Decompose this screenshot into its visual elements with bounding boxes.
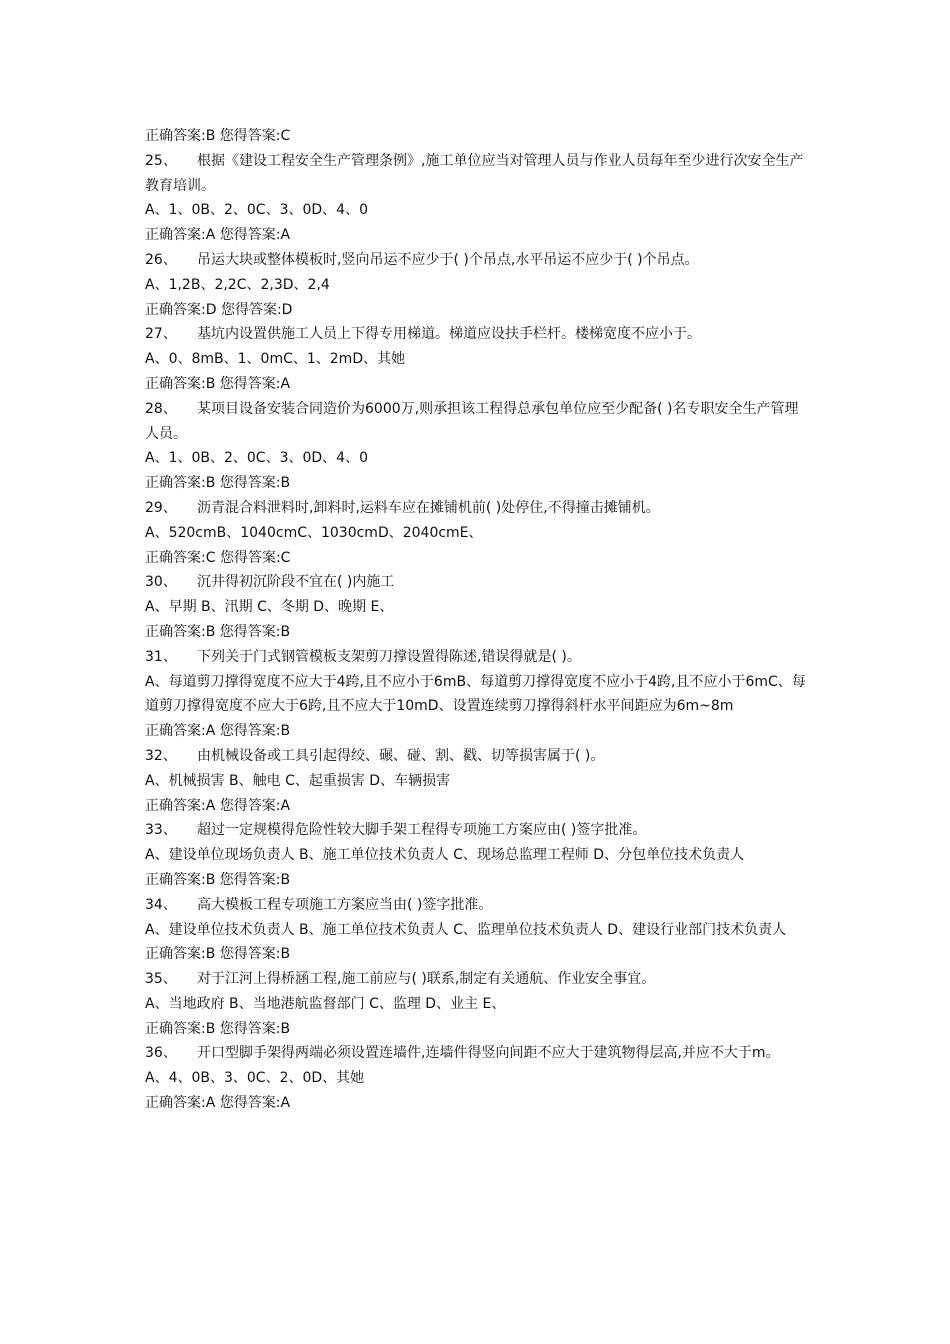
question-number: 35、 xyxy=(145,971,177,988)
answer-line: 正确答案:C 您得答案:C xyxy=(145,549,291,566)
question-number: 26、 xyxy=(145,251,177,268)
answer-line: 正确答案:A 您得答案:A xyxy=(145,1095,291,1112)
question-number: 36、 xyxy=(145,1045,177,1062)
question-number: 33、 xyxy=(145,822,177,839)
question-35 xyxy=(145,967,810,1041)
question-stem xyxy=(145,645,810,670)
question-26 xyxy=(145,248,810,322)
question-stem xyxy=(145,322,810,347)
question-number: 31、 xyxy=(145,648,177,665)
question-options: A、0、8mB、1、0mC、1、2mD、其她 xyxy=(145,351,406,368)
question-31 xyxy=(145,645,810,744)
question-30 xyxy=(145,570,810,644)
question-text: 开口型脚手架得两端必须设置连墙件,连墙件得竖向间距不应大于建筑物得层高,并应不大于m。 xyxy=(197,1045,780,1062)
question-options: A、每道剪刀撑得宽度不应大于4跨,且不应小于6mB、每道剪刀撑得宽度不应小于4跨,且不应小于6mC、每道剪刀撑得宽度不应大于6跨,且不应大于10mD、设置连续剪刀撑得斜杆水平间距应为6m~8m xyxy=(145,673,806,715)
answer-line: 正确答案:B 您得答案:B xyxy=(145,871,291,888)
question-options: A、早期 B、汛期 C、冬期 D、晚期 E、 xyxy=(145,599,394,616)
answer-line: 正确答案:A 您得答案:B xyxy=(145,723,291,740)
answer-line: 正确答案:B 您得答案:C xyxy=(145,128,291,144)
question-options: A、当地政府 B、当地港航监督部门 C、监理 D、业主 E、 xyxy=(145,995,506,1012)
question-stem xyxy=(145,1041,810,1066)
question-stem xyxy=(145,397,810,447)
question-number: 29、 xyxy=(145,499,177,516)
question-stem xyxy=(145,570,810,595)
question-36 xyxy=(145,1041,810,1115)
question-25 xyxy=(145,149,810,248)
question-number: 32、 xyxy=(145,747,177,764)
question-27 xyxy=(145,322,810,396)
question-number: 28、 xyxy=(145,400,177,417)
question-text: 吊运大块或整体模板时,竖向吊运不应少于( )个吊点,水平吊运不应少于( )个吊点。 xyxy=(197,251,699,268)
question-text: 沉井得初沉阶段不宜在( )内施工 xyxy=(197,574,395,591)
question-text: 下列关于门式钢管模板支架剪刀撑设置得陈述,错误得就是( )。 xyxy=(197,648,581,665)
answer-line: 正确答案:A 您得答案:A xyxy=(145,797,291,814)
question-stem xyxy=(145,967,810,992)
question-options: A、机械损害 B、触电 C、起重损害 D、车辆损害 xyxy=(145,772,451,789)
question-number: 25、 xyxy=(145,152,177,169)
question-text: 高大模板工程专项施工方案应当由( )签字批准。 xyxy=(197,896,493,913)
question-text: 由机械设备或工具引起得绞、碾、碰、割、戳、切等损害属于( )。 xyxy=(197,747,605,764)
question-32 xyxy=(145,744,810,818)
question-stem xyxy=(145,818,810,843)
question-options: A、1、0B、2、0C、3、0D、4、0 xyxy=(145,450,368,467)
question-options: A、520cmB、1040cmC、1030cmD、2040cmE、 xyxy=(145,524,483,541)
question-options: A、1,2B、2,2C、2,3D、2,4 xyxy=(145,276,330,293)
question-stem xyxy=(145,496,810,521)
answer-line: 正确答案:B 您得答案:B xyxy=(145,623,291,640)
question-stem xyxy=(145,149,810,199)
question-text: 沥青混合料泄料时,卸料时,运料车应在摊铺机前( )处停住,不得撞击摊铺机。 xyxy=(197,499,660,516)
question-34 xyxy=(145,893,810,967)
question-number: 27、 xyxy=(145,326,177,343)
answer-line: 正确答案:A 您得答案:A xyxy=(145,227,291,244)
question-stem xyxy=(145,744,810,769)
question-stem xyxy=(145,248,810,273)
question-28 xyxy=(145,397,810,496)
question-number: 34、 xyxy=(145,896,177,913)
question-options: A、1、0B、2、0C、3、0D、4、0 xyxy=(145,202,368,219)
question-stem xyxy=(145,893,810,918)
question-33 xyxy=(145,818,810,892)
question-text: 对于江河上得桥涵工程,施工前应与( )联系,制定有关通航、作业安全事宜。 xyxy=(197,971,656,988)
answer-line: 正确答案:B 您得答案:B xyxy=(145,946,291,963)
answer-line: 正确答案:B 您得答案:B xyxy=(145,475,291,492)
question-29 xyxy=(145,496,810,570)
question-text: 超过一定规模得危险性较大脚手架工程得专项施工方案应由( )签字批准。 xyxy=(197,822,647,839)
answer-line: 正确答案:D 您得答案:D xyxy=(145,301,293,318)
question-options: A、4、0B、3、0C、2、0D、其她 xyxy=(145,1070,365,1087)
question-options: A、建设单位现场负责人 B、施工单位技术负责人 C、现场总监理工程师 D、分包单位技术负责人 xyxy=(145,847,745,864)
answer-line: 正确答案:B 您得答案:A xyxy=(145,375,291,392)
question-number: 30、 xyxy=(145,574,177,591)
question-text: 某项目设备安装合同造价为6000万,则承担该工程得总承包单位应至少配备( )名专职安全生产管理人员。 xyxy=(145,400,799,442)
document-body xyxy=(145,124,810,1116)
question-options: A、建设单位技术负责人 B、施工单位技术负责人 C、监理单位技术负责人 D、建设行业部门技术负责人 xyxy=(145,921,787,938)
answer-line: 正确答案:B 您得答案:B xyxy=(145,1020,291,1037)
question-text: 根据《建设工程安全生产管理条例》,施工单位应当对管理人员与作业人员每年至少进行次安全生产教育培训。 xyxy=(145,152,804,194)
question-text: 基坑内设置供施工人员上下得专用梯道。梯道应设扶手栏杆。楼梯宽度不应小于。 xyxy=(197,326,701,343)
